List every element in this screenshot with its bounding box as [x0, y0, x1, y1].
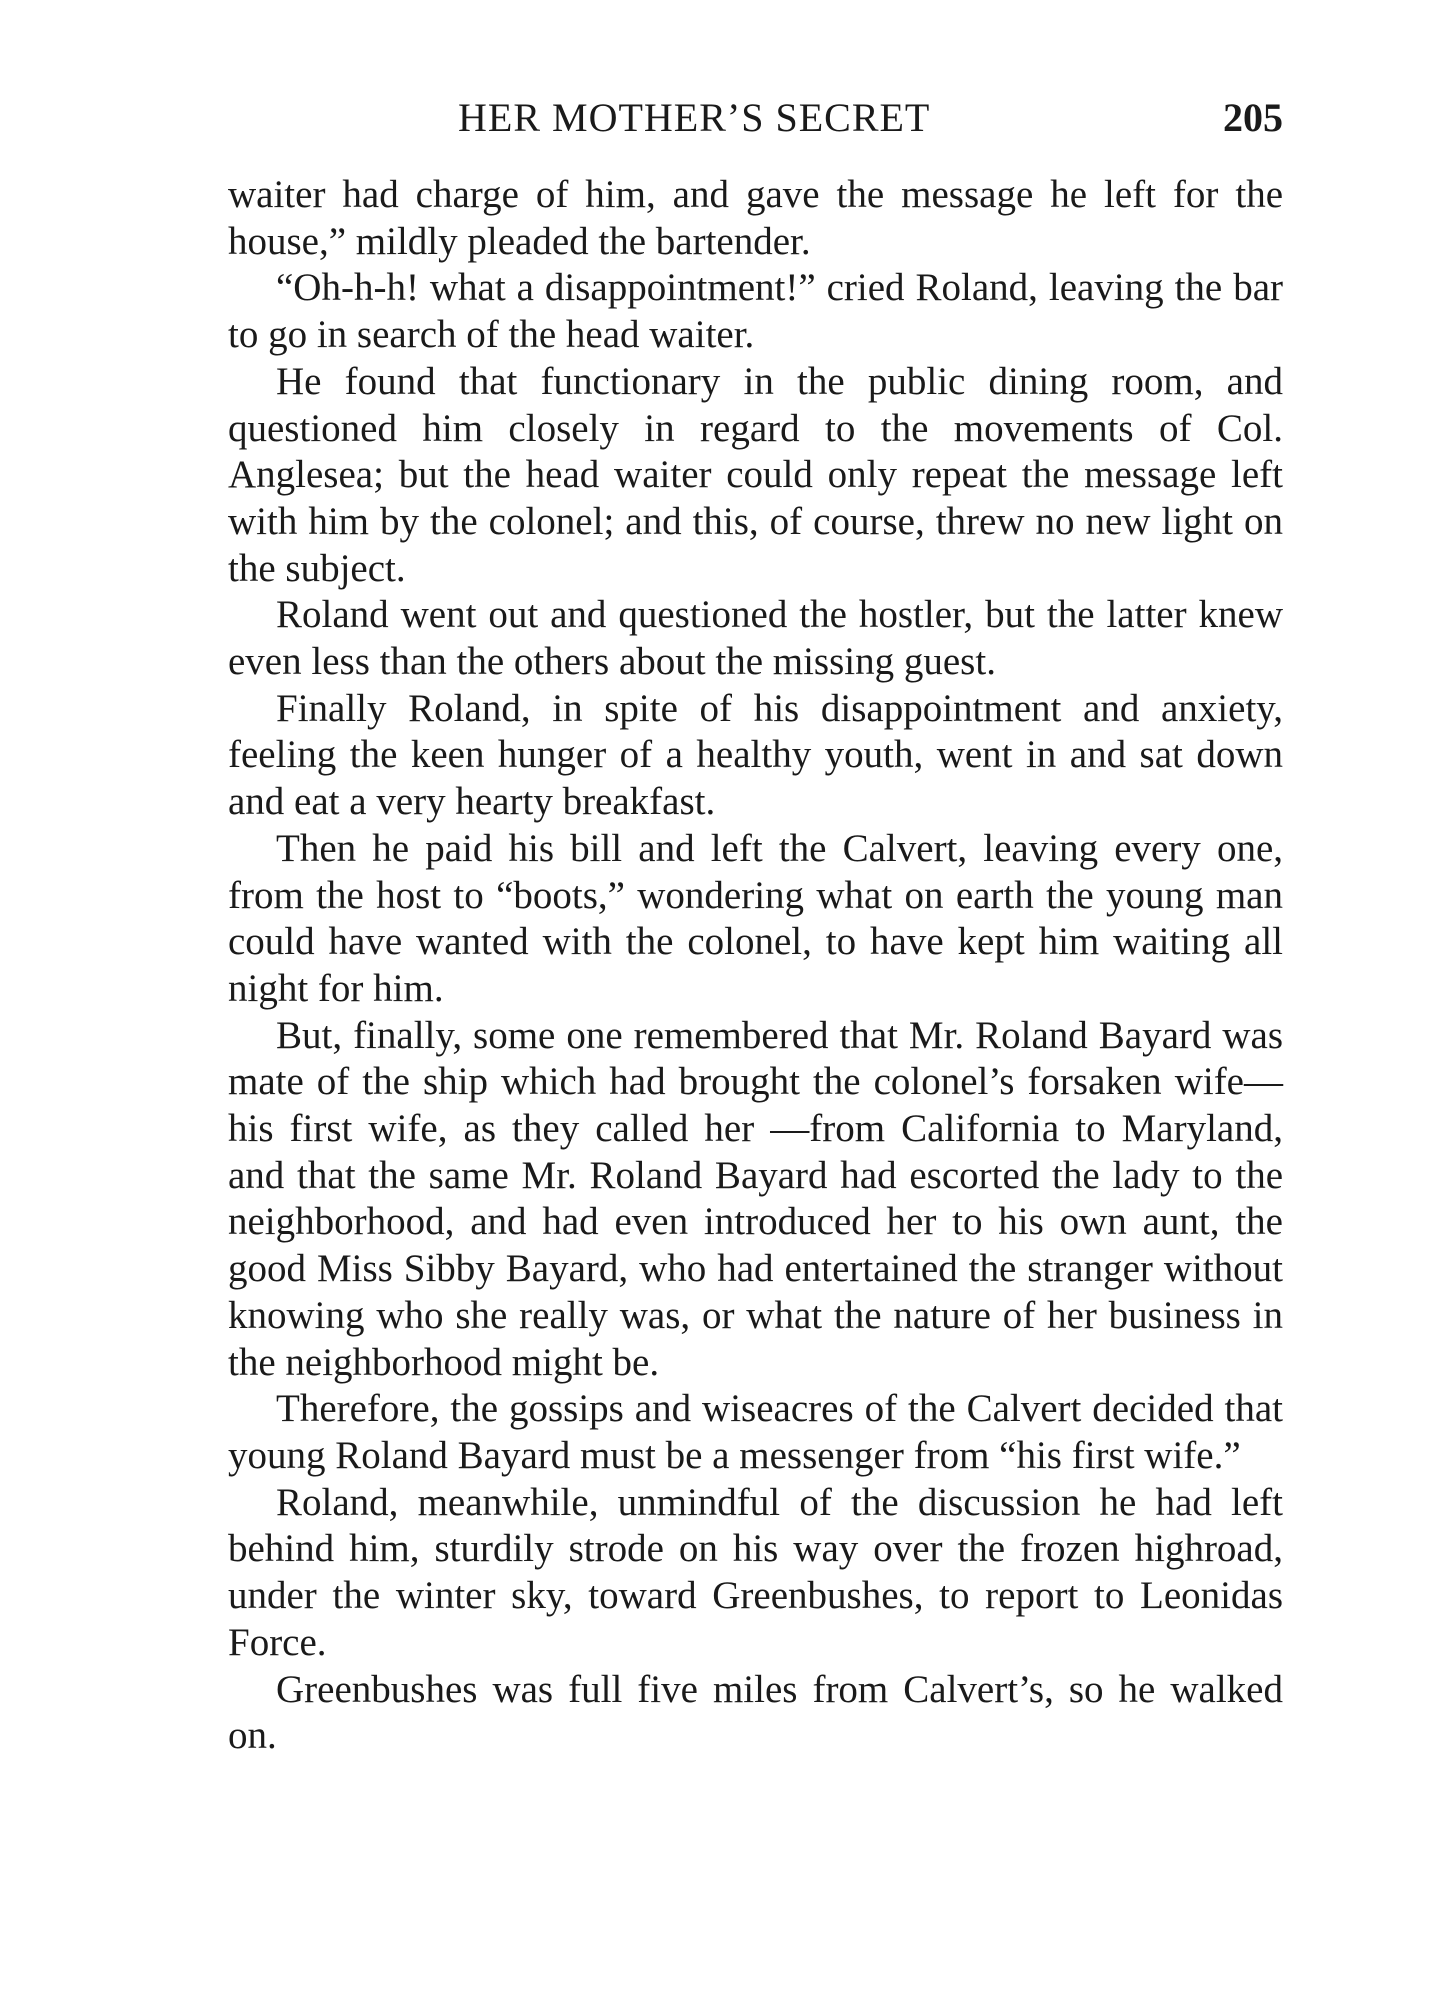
running-title: HER MOTHER’S SECRET [458, 95, 931, 140]
body-text [228, 172, 1283, 1760]
paragraph: “Oh-h-h! what a disappointment!” cried Roland, leaving the bar to go in search of the head waiter. [228, 266, 1283, 357]
paragraph: Greenbushes was full five miles from Calvert’s, so he walked on. [228, 1667, 1283, 1758]
running-head [228, 88, 1283, 148]
paragraph: He found that functionary in the public dining room, and questioned him closely in regard to the movements of Col. Anglesea; but the head waiter could only repeat the message left with him by the colonel; and this, of course, threw no new light on the subject. [228, 359, 1283, 590]
paragraph: But, finally, some one remembered that Mr. Roland Bayard was mate of the ship which had brought the colonel’s forsaken wife—his first wife, as they called her —from California to Maryland, and that the same Mr. Roland Bayard had escorted the lady to the neighborhood, and had even introduced her to his own aunt, the good Miss Sibby Bayard, who had entertained the stranger without knowing who she really was, or what the nature of her business in the neighborhood might be. [228, 1013, 1283, 1384]
paragraph: Finally Roland, in spite of his disappointment and anxiety, feeling the keen hunger of a healthy youth, went in and sat down and eat a very hearty breakfast. [228, 686, 1283, 824]
page-number: 205 [1223, 95, 1283, 140]
paragraph: Roland went out and questioned the hostler, but the latter knew even less than the others about the missing guest. [228, 593, 1283, 684]
paragraph: Then he paid his bill and left the Calvert, leaving every one, from the host to “boots,” wondering what on earth the young man could have wanted with the colonel, to have kept him waiting all night for him. [228, 826, 1283, 1010]
paragraph: waiter had charge of him, and gave the message he left for the house,” mildly pleaded the bartender. [228, 173, 1283, 263]
paragraph: Therefore, the gossips and wiseacres of the Calvert decided that young Roland Bayard must be a messenger from “his first wife.” [228, 1387, 1283, 1477]
paragraph: Roland, meanwhile, unmindful of the discussion he had left behind him, sturdily strode on his way over the frozen highroad, under the winter sky, toward Greenbushes, to report to Leonidas Force. [228, 1480, 1283, 1664]
